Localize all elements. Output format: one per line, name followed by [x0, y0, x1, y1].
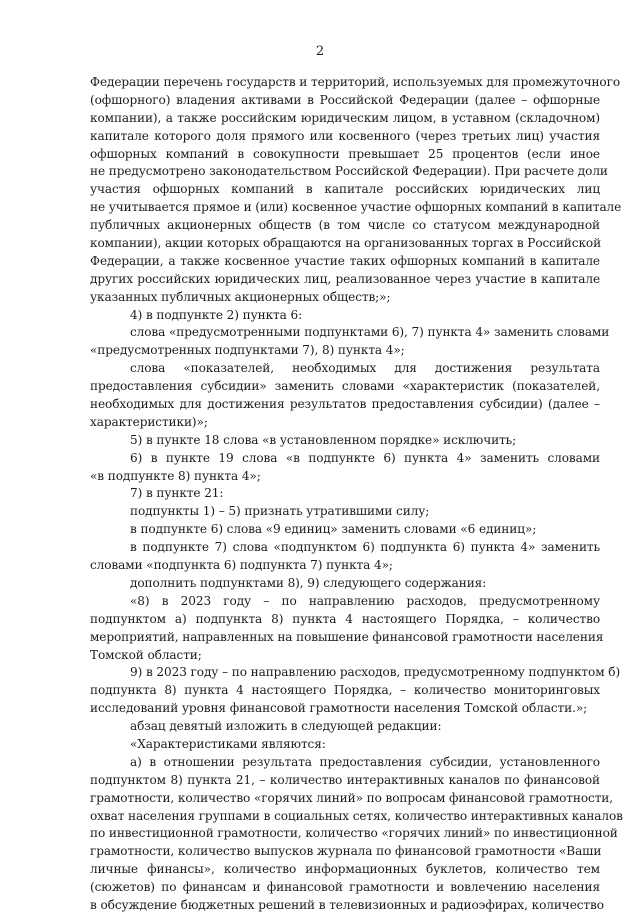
text-line: 5) в пункте 18 слова «в установленном порядке» исключить;	[130, 432, 517, 447]
text-line: словами «подпункта 6) подпункта 7) пункта 4»;	[90, 558, 393, 573]
text-line: в обсуждение бюджетных решений в телевизионных и радиоэфирах, количество	[90, 897, 604, 912]
text-line: «предусмотренных подпунктами 7), 8) пункта 4»;	[90, 343, 405, 358]
text-line: публичных акционерных обществ (в том числе со статусом международной	[90, 218, 600, 233]
text-line: грамотности, количество выпусков журнала по финансовой грамотности «Ваши	[90, 844, 602, 859]
text-line: абзац девятый изложить в следующей редакции:	[130, 719, 442, 734]
text-line: подпунктом а) подпункта 8) пункта 4 настоящего Порядка, – количество	[90, 611, 600, 626]
text-line: офшорных компаний в совокупности превышает 25 процентов (если иное	[90, 146, 600, 161]
text-line: «Характеристиками являются:	[130, 736, 326, 751]
text-line: Федерации перечень государств и территорий, используемых для промежуточного	[90, 75, 621, 89]
text-line: Федерации, а также косвенное участие таких офшорных компаний в капитале	[90, 253, 600, 268]
text-line: по инвестиционной грамотности, количество «горячих линий» по инвестиционной	[90, 826, 618, 841]
text-line: в подпункте 7) слова «подпунктом 6) подпункта 6) пункта 4» заменить	[130, 540, 600, 555]
text-line: мероприятий, направленных на повышение финансовой грамотности населения	[90, 629, 604, 644]
text-line: 6) в пункте 19 слова «в подпункте 6) пункта 4» заменить словами	[130, 450, 600, 465]
page-number: 2	[315, 44, 325, 59]
text-line: подпункты 1) – 5) признать утратившими силу;	[130, 504, 430, 519]
text-line: (сюжетов) по финансам и финансовой грамотности и вовлечению населения	[90, 880, 600, 895]
text-line: необходимых для достижения результатов предоставления субсидии) (далее –	[90, 397, 600, 412]
text-line: грамотности, количество «горячих линий» по вопросам финансовой грамотности,	[90, 790, 614, 805]
text-line: указанных публичных акционерных обществ;»;	[90, 289, 391, 304]
text-line: других российских юридических лиц, реализованное через участие в капитале	[90, 271, 600, 286]
text-line: дополнить подпунктами 8), 9) следующего содержания:	[130, 575, 487, 590]
text-line: охват населения группами в социальных сетях, количество интерактивных каналов	[90, 808, 623, 823]
text-line: участия офшорных компаний в капитале российских юридических лиц	[90, 182, 600, 197]
text-line: не учитывается прямое и (или) косвенное участие офшорных компаний в капитале	[90, 200, 622, 215]
text-line: 9) в 2023 году – по направлению расходов, предусмотренному подпунктом б)	[130, 665, 621, 680]
text-line: характеристики)»;	[90, 414, 208, 429]
text-line: подпунктом 8) пункта 21, – количество интерактивных каналов по финансовой	[90, 772, 600, 787]
text-line: капитале которого доля прямого или косвенного (через третьих лиц) участия	[90, 128, 600, 143]
text-line: компании), акции которых обращаются на организованных торгах в Российской	[90, 236, 602, 251]
text-line: предоставления субсидии» заменить словами «характеристик (показателей,	[90, 379, 600, 394]
text-line: слова «показателей, необходимых для достижения результата	[130, 361, 600, 376]
text-line: в подпункте 6) слова «9 единиц» заменить словами «6 единиц»;	[130, 522, 537, 537]
text-line: 4) в подпункте 2) пункта 6:	[130, 307, 303, 322]
text-line: а) в отношении результата предоставления субсидии, установленного	[130, 754, 600, 769]
text-line: исследований уровня финансовой грамотности населения Томской области.»;	[90, 701, 588, 716]
text-line: Томской области;	[90, 647, 202, 662]
text-line: «8) в 2023 году – по направлению расходов, предусмотренному	[130, 593, 600, 608]
text-line: слова «предусмотренными подпунктами 6), 7) пункта 4» заменить словами	[130, 325, 610, 340]
document-body	[90, 74, 623, 915]
text-line: компании), а также российским юридическим лицом, в уставном (складочном)	[90, 110, 600, 125]
text-line: личные финансы», количество информационных буклетов, количество тем	[90, 862, 600, 877]
text-line: «в подпункте 8) пункта 4»;	[90, 468, 261, 483]
text-line: 7) в пункте 21:	[130, 486, 224, 501]
text-line: подпункта 8) пункта 4 настоящего Порядка, – количество мониторинговых	[90, 683, 600, 698]
text-line: не предусмотрено законодательством Российской Федерации). При расчете доли	[90, 164, 608, 179]
text-line: (офшорного) владения активами в Российской Федерации (далее – офшорные	[90, 92, 600, 107]
